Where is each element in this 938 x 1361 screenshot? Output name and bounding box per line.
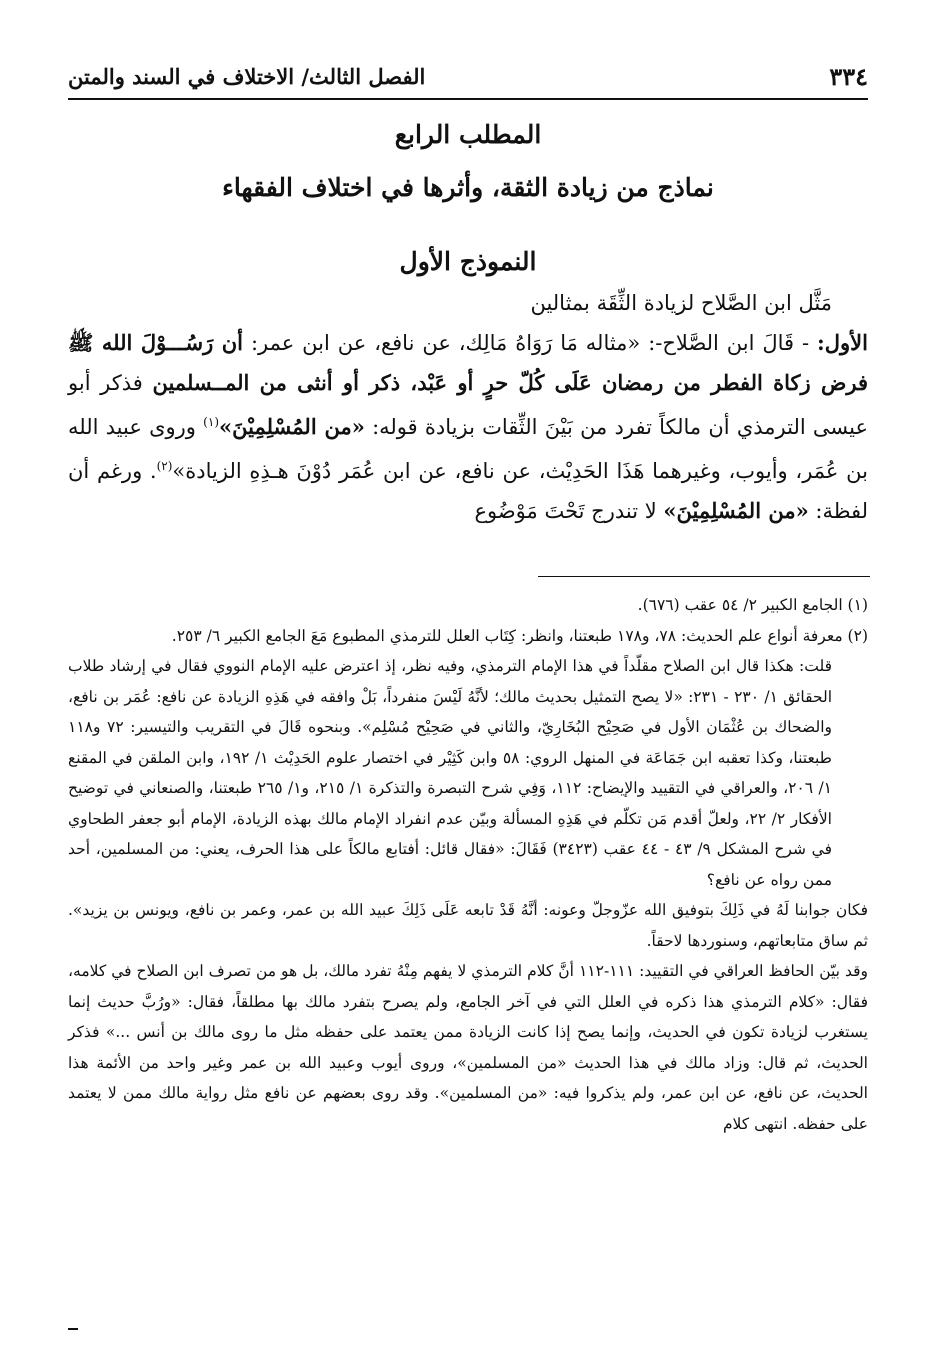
running-header	[68, 58, 868, 94]
footnote-comment-2: فكان جوابنا لَهُ في ذَلِكَ بتوفيق الله عزّوجلّ وعونه: أنَّهُ قَدْ تابعه عَلَى ذَلِكَ عبيد الله بن عمر، وعمر بن نافع، ويونس بن يزيد». ثم ساق متابعاتهم، وسنوردها لاحقاً.	[68, 901, 868, 950]
tirmidhi-remark: فذكر أبو عيسى الترمذي أن مالكاً تفرد من بَيْنَ الثِّقات بزيادة قوله:	[68, 371, 869, 439]
footnote-ref-2[interactable]: (٢)	[156, 459, 173, 473]
footnote-comment-1: قلت: هكذا قال ابن الصلاح مقلّداً في هذا الإمام الترمذي، وفيه نظر، إذ اعترض عليه الإمام النووي فقال في إرشاد طلاب الحقائق ١/ ٢٣٠ - ٢٣١: «لا يصح التمثيل بحديث مالك؛ لأنَّهُ لَيْسَ منفرداً، بَلْ وافقه في هَذِهِ الزيادة عن نافع: عُمَر بن نافع، والضحاك بن عُثْمَان الأول في صَحِيْح البُخَارِيّ، والثاني في صَحِيْح مُسْلِم». وبنحوه قَالَ في التقريب والتيسير: ٧٢ و١١٨ طبعتنا، وكذا تعقبه ابن جَمَاعَة في المنهل الروي: ٥٨ وابن كَثِيْر في اختصار علوم الحَدِيْث ١/ ١٩٢، وابن الملقن في المقنع ١/ ٢٠٦، والعراقي في التقييد والإيضاح: ١١٢، وَفِي شرح التبصرة والتذكرة ١/ ٢١٥، و١/ ٢٦٥ طبعتنا، والصنعاني في توضيح الأفكار ٢/ ٢٢، ولعلّ أقدم مَن تكلّم في هَذِهِ المسألة وبيّن عدم انفراد الإمام مالك بهذه الزيادة، الإمام أبو جعفر الطحاوي في شرح المشكل ٩/ ٤٣ - ٤٤ عقب (٣٤٢٣) فَقَالَ: «فقال قائل: أفتابع مالكاً على هذا الحرف، يعني: من المسلمين، أحد ممن رواه عن نافع؟	[68, 657, 833, 889]
footnote-comment-3: وقد بيّن الحافظ العراقي في التقييد: ١١١-١١٢ أنَّ كلام الترمذي لا يفهم مِنْهُ تفرد مالك، بل هو من تصرف ابن الصلاح في كلامه، فقال: «كلام الترمذي هذا ذكره في العلل التي في آخر الجامع، ولم يصرح بتفرد مالك بها مطلقاً، فقال: «ورُبَّ حديث إنما يستغرب لزيادة تكون في الحديث، وإنما يصح إذا كانت الزيادة ممن يعتمد على حفظه مثل ما روى مالك بن أنس ...» فذكر الحديث، ثم قال: وزاد مالك في هذا الحديث «من المسلمين»، وروى أيوب وعبيد الله بن عمر وغير واحد من الأئمة هذا الحديث، عن نافع، عن ابن عمر، ولم يذكروا فيه: «من المسلمين». وقد روى بعضهم عن نافع مثل رواية مالك ممن لا يعتمد على حفظه. انتهى كلام	[68, 962, 869, 1133]
chapter-title: الفصل الثالث/ الاختلاف في السند والمتن	[68, 63, 426, 89]
first-label: الأول:	[817, 330, 868, 355]
first-example-text: - قَالَ ابن الصَّلاح-: «مثاله مَا رَوَاهُ مَالِك، عن نافع، عن ابن عمر:	[250, 331, 810, 355]
hadith-text: أن رَسُـــوْلَ الله ﷺ فرض زكاة الفطر من رمضان عَلَى كُلّ حرٍ أو عَبْد، ذكر أو أنثى من المــسلمين	[68, 330, 868, 395]
main-heading: نماذج من زيادة الثقة، وأثرها في اختلاف الفقهاء	[222, 173, 714, 202]
page-number: ٣٣٤	[829, 61, 868, 91]
footnote-ref-1[interactable]: (١)	[203, 415, 219, 429]
footnotes	[68, 590, 868, 1139]
closing-text: لا تندرج تَحْتَ مَوْضُوع	[474, 499, 657, 523]
footnote-divider	[538, 576, 870, 577]
section-heading: المطلب الرابع	[394, 120, 542, 149]
continuation-dash	[68, 1328, 78, 1330]
first-example-paragraph	[68, 323, 868, 531]
quoted-phrase: «من المُسْلِمِيْنَ»	[219, 414, 365, 439]
main-text	[68, 284, 868, 531]
quoted-phrase-2: «من المُسْلِمِيْنَ»	[663, 498, 809, 523]
continuation-text: . ورغم أن لفظة:	[68, 459, 868, 523]
footnote-2: (٢) معرفة أنواع علم الحديث: ٧٨، و١٧٨ طبعتنا، وانظر: كِتَاب العلل للترمذي المطبوع مَعَ الجامع الكبير ٦/ ٢٥٣.	[171, 626, 868, 645]
intro-line: مَثَّل ابن الصَّلاح لزيادة الثِّقَة بمثالين	[530, 291, 832, 315]
footnote-1: (١) الجامع الكبير ٢/ ٥٤ عقب (٦٧٦).	[637, 596, 868, 614]
model-heading: النموذج الأول	[399, 247, 537, 276]
other-narrators: وروى عبيد الله بن عُمَر، وأيوب، وغيرهما هَذَا الحَدِيْث، عن نافع، عن ابن عُمَر دُوْنَ هـذِهِ الزيادة»	[68, 415, 868, 483]
header-divider	[68, 98, 868, 100]
